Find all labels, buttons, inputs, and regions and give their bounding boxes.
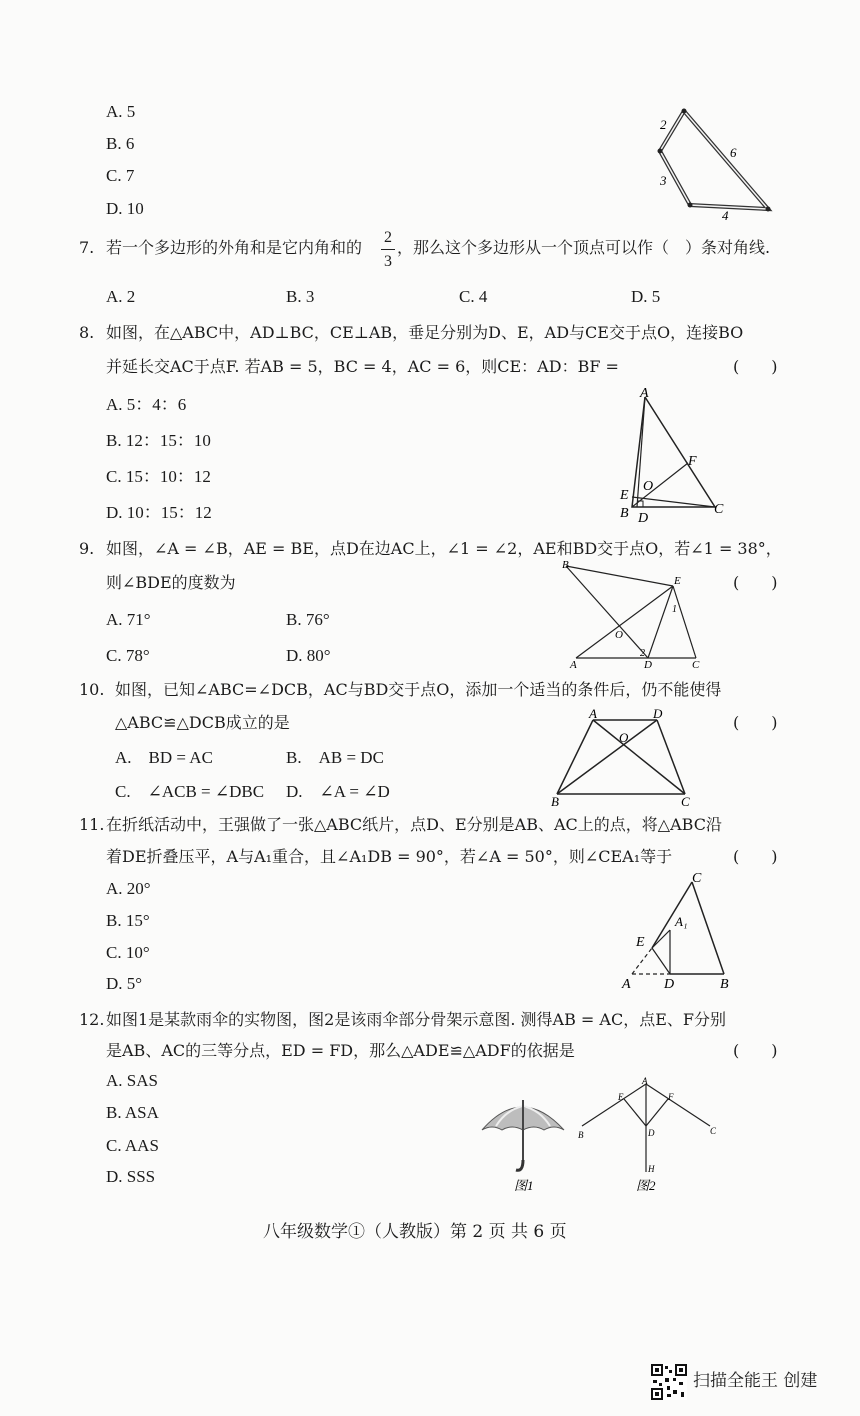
q6-option-a: A. 5 — [106, 102, 136, 121]
q6-quadrilateral-figure — [650, 105, 780, 224]
q8-label-b: B — [620, 506, 629, 521]
q10-label-d: D — [653, 706, 663, 721]
q11-option-b: B. 15° — [106, 911, 150, 930]
q12-option-b: B. ASA — [106, 1103, 159, 1122]
q6-option-d: D. 10 — [106, 199, 144, 218]
q9-answer-paren: ( ) — [733, 573, 778, 592]
q12-label-c: C — [710, 1126, 717, 1136]
q12-label-a: A — [642, 1076, 648, 1086]
q10-option-d: D. ∠A = ∠D — [286, 782, 390, 801]
q8-label-f: F — [688, 454, 697, 469]
q10-label-b: B — [551, 794, 559, 808]
q10-line2: △ABC≌△DCB成立的是 — [115, 713, 290, 732]
q9-option-c: C. 78° — [106, 646, 150, 665]
q9-label-1: 1 — [672, 604, 677, 615]
q7-option-b: B. 3 — [286, 287, 315, 306]
q11-label-b: B — [720, 977, 729, 992]
q6-label-3: 3 — [660, 173, 667, 188]
q9-line2: 则∠BDE的度数为 — [106, 573, 236, 592]
q11-label-a: A — [622, 977, 631, 992]
q8-label-e: E — [620, 488, 629, 503]
q6-option-c: C. 7 — [106, 166, 135, 185]
qr-code-icon — [651, 1364, 687, 1400]
q12-label-d: D — [648, 1128, 655, 1138]
q8-option-c: C. 15：10：12 — [106, 467, 211, 486]
q11-label-a1: A₁ — [675, 914, 688, 929]
q10-option-c: C. ∠ACB = ∠DBC — [115, 782, 265, 801]
q12-fig2-caption: 图2 — [636, 1178, 656, 1193]
q10-label-o: O — [619, 730, 629, 745]
q7-option-a: A. 2 — [106, 287, 136, 306]
q12-answer-paren: ( ) — [733, 1041, 778, 1060]
q9-option-a: A. 71° — [106, 610, 151, 629]
q10-label-a: A — [589, 706, 597, 721]
q11-folding-figure — [620, 868, 740, 998]
q8-line1: 如图，在△ABC中，AD⊥BC，CE⊥AB，垂足分别为D、E，AD与CE交于点O，连接BO — [106, 323, 744, 342]
page-footer: 八年级数学①（人教版）第 2 页 共 6 页 — [263, 1222, 567, 1242]
q8-option-b: B. 12：15：10 — [106, 431, 211, 450]
q11-label-c: C — [692, 871, 702, 886]
q6-label-6: 6 — [730, 145, 737, 160]
q8-answer-paren: ( ) — [733, 357, 778, 376]
q12-fig1-caption: 图1 — [514, 1178, 534, 1193]
q12-label-e: E — [618, 1092, 624, 1102]
q7-text-a: 若一个多边形的外角和是它内角和的 — [106, 238, 363, 257]
q8-option-a: A. 5：4：6 — [106, 395, 187, 414]
q9-label-a: A — [570, 659, 577, 670]
q8-line2: 并延长交AC于点F. 若AB = 5，BC = 4，AC = 6，则CE：AD：BF = — [106, 357, 619, 376]
q6-label-4: 4 — [722, 208, 729, 220]
q9-triangle-figure — [560, 558, 710, 674]
q9-label-e: E — [674, 575, 681, 587]
q9-label-b: B — [562, 559, 569, 571]
scanner-watermark: 扫描全能王 创建 — [693, 1371, 818, 1391]
q10-option-b: B. AB = DC — [286, 748, 384, 767]
q7-fraction-bar — [381, 249, 395, 250]
q12-option-d: D. SSS — [106, 1167, 156, 1186]
q6-label-2: 2 — [660, 117, 667, 132]
q12-number: 12. — [79, 1010, 105, 1029]
q10-line1: 如图，已知∠ABC=∠DCB，AC与BD交于点O，添加一个适当的条件后，仍不能使得 — [115, 680, 722, 699]
q10-option-a: A. BD = AC — [115, 748, 213, 767]
q11-option-c: C. 10° — [106, 943, 150, 962]
q12-option-c: C. AAS — [106, 1136, 159, 1155]
q9-label-c: C — [692, 659, 700, 670]
q12-line1: 如图1是某款雨伞的实物图，图2是该雨伞部分骨架示意图. 测得AB = AC，点E、F分别 — [106, 1010, 727, 1029]
q10-label-c: C — [681, 794, 690, 808]
q9-number: 9. — [79, 539, 95, 558]
q10-number: 10. — [79, 680, 105, 699]
q11-option-a: A. 20° — [106, 879, 151, 898]
q8-label-c: C — [714, 502, 724, 517]
q11-line2: 着DE折叠压平，A与A₁重合，且∠A₁DB = 90°，若∠A = 50°，则∠CEA₁等于 — [106, 847, 673, 866]
q12-label-b: B — [578, 1130, 584, 1140]
q7-option-d: D. 5 — [631, 287, 661, 306]
q12-label-f: F — [668, 1092, 674, 1102]
q12-option-a: A. SAS — [106, 1071, 158, 1090]
q12-label-h: H — [648, 1164, 655, 1174]
q12-umbrella-photo — [476, 1090, 571, 1199]
q7-option-c: C. 4 — [459, 287, 488, 306]
q9-option-b: B. 76° — [286, 610, 330, 629]
q8-number: 8. — [79, 323, 95, 342]
q7-number: 7. — [79, 238, 95, 257]
q8-label-d: D — [638, 511, 649, 525]
q11-label-e: E — [636, 935, 645, 950]
q12-umbrella-skeleton — [572, 1076, 722, 1200]
q8-option-d: D. 10：15：12 — [106, 503, 212, 522]
q8-label-o: O — [643, 479, 654, 494]
q7-fraction-denominator: 3 — [384, 253, 392, 270]
q8-label-a: A — [640, 386, 649, 401]
q11-answer-paren: ( ) — [733, 847, 778, 866]
q11-line1: 在折纸活动中，王强做了一张△ABC纸片，点D、E分别是AB、AC上的点，将△ABC沿 — [106, 815, 722, 834]
q7-fraction-numerator: 2 — [384, 229, 392, 246]
q8-triangle-figure — [610, 385, 735, 529]
q11-option-d: D. 5° — [106, 974, 143, 993]
q9-label-o: O — [615, 629, 623, 641]
q9-label-2: 2 — [640, 648, 645, 659]
q11-label-d: D — [664, 977, 675, 992]
q6-option-b: B. 6 — [106, 134, 135, 153]
q12-line2: 是AB、AC的三等分点，ED = FD，那么△ADE≌△ADF的依据是 — [106, 1041, 575, 1060]
q11-number: 11. — [79, 815, 105, 834]
q9-option-d: D. 80° — [286, 646, 331, 665]
q10-quadrilateral-figure — [545, 706, 705, 812]
q9-label-d: D — [644, 659, 652, 670]
q9-line1: 如图，∠A = ∠B，AE = BE，点D在边AC上，∠1 = ∠2，AE和BD交于点O，若∠1 = 38°， — [106, 539, 782, 558]
q10-answer-paren: ( ) — [733, 713, 778, 732]
q7-text-b: ，那么这个多边形从一个顶点可以作（ ）条对角线. — [397, 238, 771, 257]
